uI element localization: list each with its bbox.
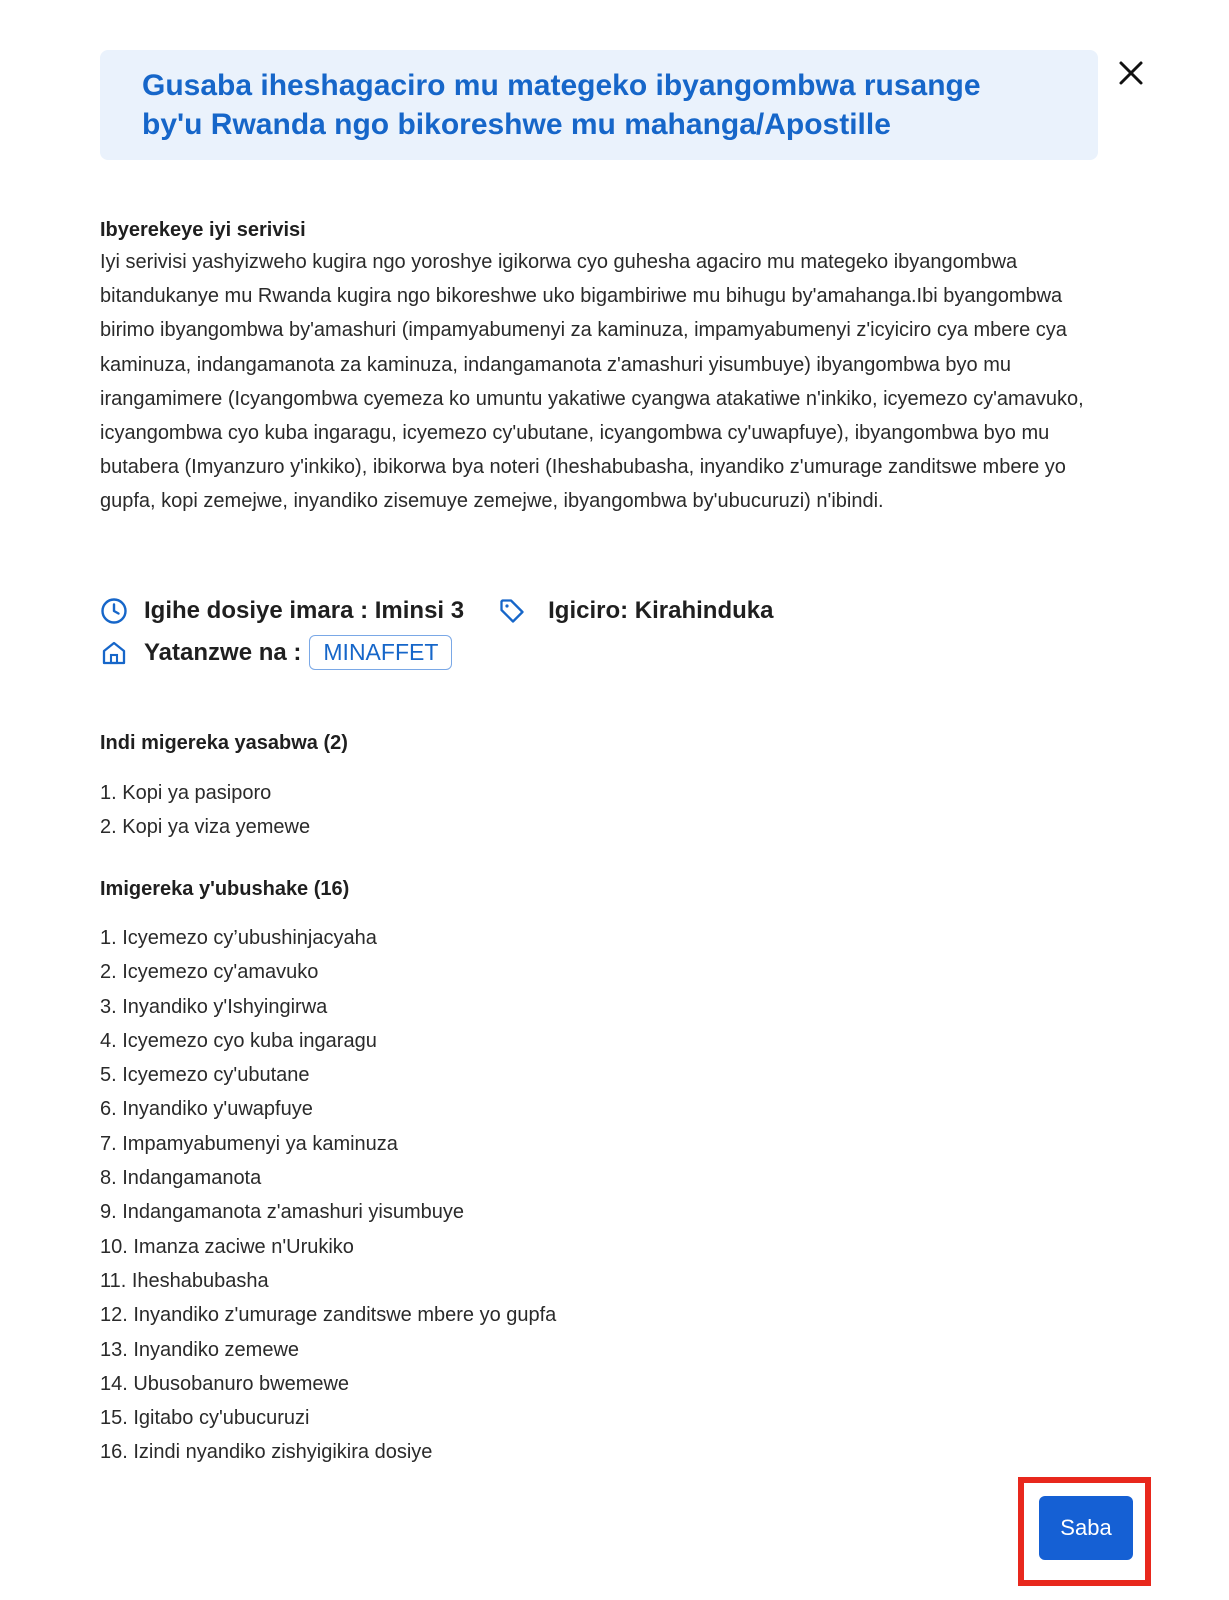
about-text: Iyi serivisi yashyizweho kugira ngo yoroshye igikorwa cyo guhesha agaciro mu mategeko ibyangombwa bitandukanye mu Rwanda kugira ngo bikoreshwe uko bigambiriwe mu bihugu by'amahanga.Ibi byangombwa birimo ibyangombwa by'amashuri (impamyabumenyi za kaminuza, impamyabumenyi z'icyiciro cya mbere cya kaminuza, indangamanota za kaminuza, indangamanota z'amashuri yisumbuye) ibyangombwa byo mu irangamimere (Icyangombwa cyemeza ko umuntu yakatiwe cyangwa atakatiwe n'inkiko, icyemezo cy'amavuko, icyangombwa cyo kuba ingaragu, icyemezo cy'ubutane, icyangombwa cy'uwapfuye), ibyangombwa byo mu butabera (Imyanzuro y'inkiko), ibikorwa bya noteri (Iheshabubasha, inyandiko z'umurage zanditswe mbere yo gupfa, kopi zemejwe, inyandiko zisemuye zemejwe, ibyangombwa by'ubucuruzi) n'ibindi. bbox=[100, 251, 1084, 513]
service-title-line2: by'u Rwanda ngo bikoreshwe mu mahanga/Apostille bbox=[142, 108, 891, 141]
about-heading: Ibyerekeye iyi serivisi bbox=[100, 219, 306, 241]
close-button[interactable] bbox=[1114, 56, 1148, 90]
duration-text: Igihe dosiye imara : Iminsi 3 bbox=[144, 597, 465, 624]
list-item: 4. Icyemezo cyo kuba ingaragu bbox=[100, 1029, 377, 1052]
meta-row-duration-price bbox=[100, 597, 773, 625]
list-item: 2. Icyemezo cy'amavuko bbox=[100, 961, 319, 984]
provider-label: Yatanzwe na : bbox=[144, 638, 302, 666]
list-item: 6. Inyandiko y'uwapfuye bbox=[100, 1098, 313, 1121]
list-item: 9. Indangamanota z'amashuri yisumbuye bbox=[100, 1201, 465, 1224]
optional-docs-list bbox=[100, 921, 556, 1470]
building-icon bbox=[100, 639, 128, 667]
about-section bbox=[100, 215, 1120, 519]
list-item: 5. Icyemezo cy'ubutane bbox=[100, 1064, 310, 1087]
service-title bbox=[142, 66, 1056, 144]
list-item: 3. Inyandiko y'Ishyingirwa bbox=[100, 995, 328, 1018]
list-item: 13. Inyandiko zemewe bbox=[100, 1338, 300, 1361]
price-text: Igiciro: Kirahinduka bbox=[548, 597, 774, 624]
list-item: 14. Ubusobanuro bwemewe bbox=[100, 1372, 350, 1395]
apply-button[interactable]: Saba bbox=[1039, 1496, 1133, 1560]
list-item: 16. Izindi nyandiko zishyigikira dosiye bbox=[100, 1441, 433, 1464]
required-docs-list bbox=[100, 776, 310, 845]
list-item: 11. Iheshabubasha bbox=[100, 1269, 269, 1292]
list-item: 12. Inyandiko z'umurage zanditswe mbere yo gupfa bbox=[100, 1304, 557, 1327]
meta-row-provider bbox=[100, 635, 452, 670]
close-icon bbox=[1118, 60, 1144, 86]
clock-icon bbox=[100, 597, 128, 625]
provider-badge: MINAFFET bbox=[309, 635, 452, 670]
list-item: 1. Icyemezo cy’ubushinjacyaha bbox=[100, 927, 377, 949]
list-item: 8. Indangamanota bbox=[100, 1167, 262, 1190]
list-item: 2. Kopi ya viza yemewe bbox=[100, 816, 311, 839]
optional-docs-title: Imigereka y'ubushake (16) bbox=[100, 878, 350, 900]
list-item: 7. Impamyabumenyi ya kaminuza bbox=[100, 1132, 398, 1155]
list-item: 1. Kopi ya pasiporo bbox=[100, 782, 272, 804]
required-docs-title: Indi migereka yasabwa (2) bbox=[100, 732, 348, 754]
service-title-line1: Gusaba iheshagaciro mu mategeko ibyangombwa rusange bbox=[142, 69, 981, 102]
list-item: 15. Igitabo cy'ubucuruzi bbox=[100, 1407, 310, 1430]
service-title-banner bbox=[100, 50, 1098, 160]
price-tag-icon bbox=[498, 597, 526, 625]
list-item: 10. Imanza zaciwe n'Urukiko bbox=[100, 1235, 354, 1258]
